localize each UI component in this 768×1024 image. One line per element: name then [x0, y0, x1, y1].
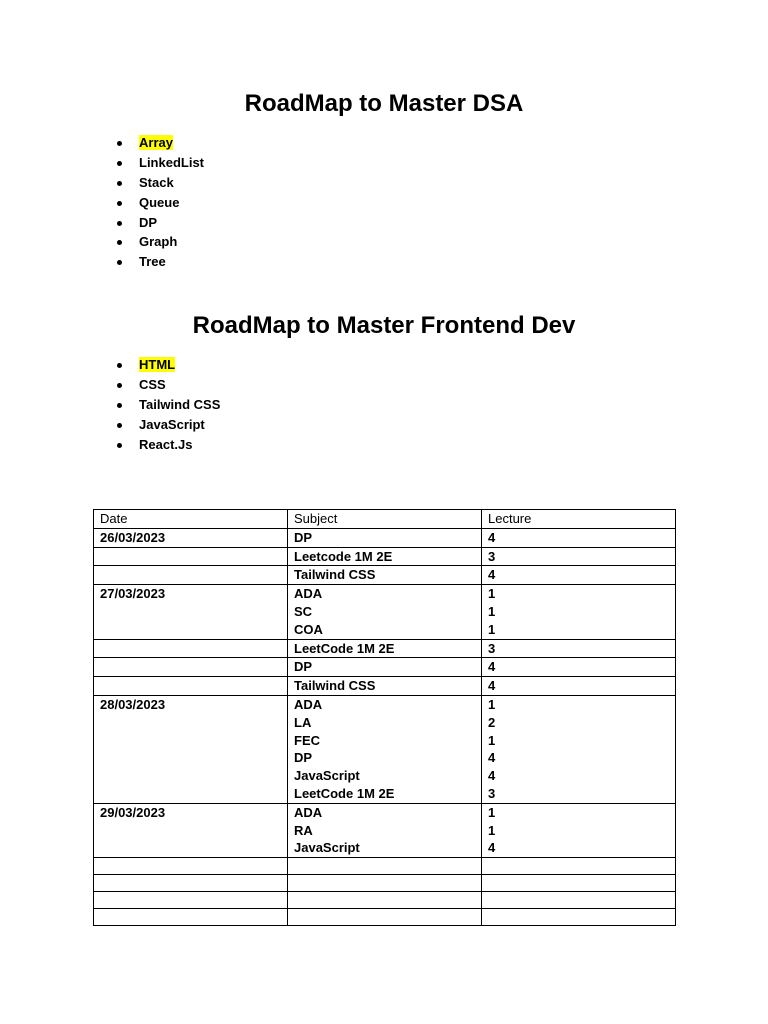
- lecture-count: 1: [488, 822, 496, 838]
- lecture-cell: [482, 677, 676, 696]
- list-item: CSS: [116, 375, 220, 395]
- subject-line: JavaScript: [294, 840, 360, 856]
- column-header-subject: Subject: [288, 510, 482, 529]
- date-cell: [94, 547, 288, 566]
- lecture-count: 1: [488, 586, 496, 602]
- lecture-cell: [482, 909, 676, 926]
- lecture-count: 1: [488, 621, 496, 637]
- list-item: [116, 355, 220, 375]
- highlighted-topic: HTML: [139, 357, 176, 372]
- lecture-cell: [482, 547, 676, 566]
- list-item: Graph: [116, 232, 204, 252]
- list-item: Stack: [116, 173, 204, 193]
- lecture-cell: [482, 639, 676, 658]
- lecture-count: 3: [488, 548, 496, 564]
- lecture-count: 4: [488, 567, 496, 583]
- subject-cell: [288, 639, 482, 658]
- date-cell: [94, 639, 288, 658]
- subject-cell: [288, 677, 482, 696]
- list-item: Queue: [116, 193, 204, 213]
- table-row: [94, 677, 676, 696]
- lecture-count: 4: [488, 840, 496, 856]
- table-row: [94, 695, 676, 803]
- subject-line: DP: [294, 750, 313, 766]
- subject-line: DP: [294, 529, 313, 545]
- subject-line: RA: [294, 822, 313, 838]
- table-row: [94, 639, 676, 658]
- table-row: [94, 566, 676, 585]
- lecture-count: 4: [488, 768, 496, 784]
- subject-line: SC: [294, 603, 313, 619]
- highlighted-topic: Array: [139, 135, 173, 150]
- dsa-roadmap-title: RoadMap to Master DSA: [244, 90, 524, 117]
- table-row: [94, 803, 676, 857]
- date-cell: [94, 909, 288, 926]
- table-row: [94, 875, 676, 892]
- subject-line: LA: [294, 714, 312, 730]
- subject-line: ADA: [294, 696, 323, 712]
- table-row: [94, 528, 676, 547]
- frontend-topic-list: [116, 355, 220, 454]
- subject-cell: [288, 547, 482, 566]
- list-item: React.Js: [116, 435, 220, 455]
- lecture-cell: [482, 658, 676, 677]
- lecture-cell: [482, 858, 676, 875]
- list-item: [116, 133, 204, 153]
- subject-line: JavaScript: [294, 768, 360, 784]
- subject-line: LeetCode 1M 2E: [294, 640, 395, 656]
- list-item: Tree: [116, 252, 204, 272]
- subject-cell: [288, 858, 482, 875]
- subject-cell: [288, 566, 482, 585]
- subject-cell: [288, 875, 482, 892]
- frontend-roadmap-title: RoadMap to Master Frontend Dev: [192, 312, 576, 339]
- subject-cell: [288, 909, 482, 926]
- date-cell: [94, 892, 288, 909]
- table-row: [94, 585, 676, 639]
- lecture-count: 4: [488, 678, 496, 694]
- column-header-date: Date: [94, 510, 288, 529]
- list-item: Tailwind CSS: [116, 395, 220, 415]
- subject-line: FEC: [294, 732, 320, 748]
- subject-cell: [288, 585, 482, 639]
- date-cell: 26/03/2023: [94, 528, 288, 547]
- lecture-count: 3: [488, 640, 496, 656]
- date-cell: [94, 875, 288, 892]
- lecture-count: 1: [488, 804, 496, 820]
- date-cell: [94, 858, 288, 875]
- lecture-cell: [482, 566, 676, 585]
- lecture-cell: [482, 528, 676, 547]
- table-header-row: [94, 510, 676, 529]
- list-item: LinkedList: [116, 153, 204, 173]
- list-item: DP: [116, 213, 204, 233]
- list-item: JavaScript: [116, 415, 220, 435]
- subject-cell: [288, 695, 482, 803]
- subject-line: ADA: [294, 804, 323, 820]
- subject-cell: [288, 528, 482, 547]
- lecture-cell: [482, 875, 676, 892]
- date-cell: [94, 566, 288, 585]
- table-row: [94, 658, 676, 677]
- lecture-count: 1: [488, 603, 496, 619]
- lecture-cell: [482, 695, 676, 803]
- subject-line: Tailwind CSS: [294, 678, 376, 694]
- date-cell: 28/03/2023: [94, 695, 288, 803]
- date-cell: [94, 658, 288, 677]
- date-cell: 29/03/2023: [94, 803, 288, 857]
- subject-cell: [288, 803, 482, 857]
- subject-line: Tailwind CSS: [294, 567, 376, 583]
- subject-line: ADA: [294, 586, 323, 602]
- date-cell: 27/03/2023: [94, 585, 288, 639]
- table-row: [94, 909, 676, 926]
- subject-line: DP: [294, 659, 313, 675]
- lecture-count: 1: [488, 696, 496, 712]
- subject-line: COA: [294, 621, 323, 637]
- study-log-table: [93, 509, 676, 926]
- table-row: [94, 858, 676, 875]
- lecture-count: 4: [488, 529, 496, 545]
- column-header-lecture: Lecture: [482, 510, 676, 529]
- lecture-count: 4: [488, 750, 496, 766]
- lecture-count: 2: [488, 714, 496, 730]
- lecture-count: 1: [488, 732, 496, 748]
- date-cell: [94, 677, 288, 696]
- table-row: [94, 547, 676, 566]
- lecture-cell: [482, 892, 676, 909]
- lecture-count: 3: [488, 785, 496, 801]
- subject-cell: [288, 658, 482, 677]
- table-row: [94, 892, 676, 909]
- dsa-topic-list: [116, 133, 204, 272]
- subject-cell: [288, 892, 482, 909]
- lecture-cell: [482, 803, 676, 857]
- table-body: [94, 528, 676, 925]
- subject-line: Leetcode 1M 2E: [294, 548, 393, 564]
- lecture-count: 4: [488, 659, 496, 675]
- lecture-cell: [482, 585, 676, 639]
- subject-line: LeetCode 1M 2E: [294, 785, 395, 801]
